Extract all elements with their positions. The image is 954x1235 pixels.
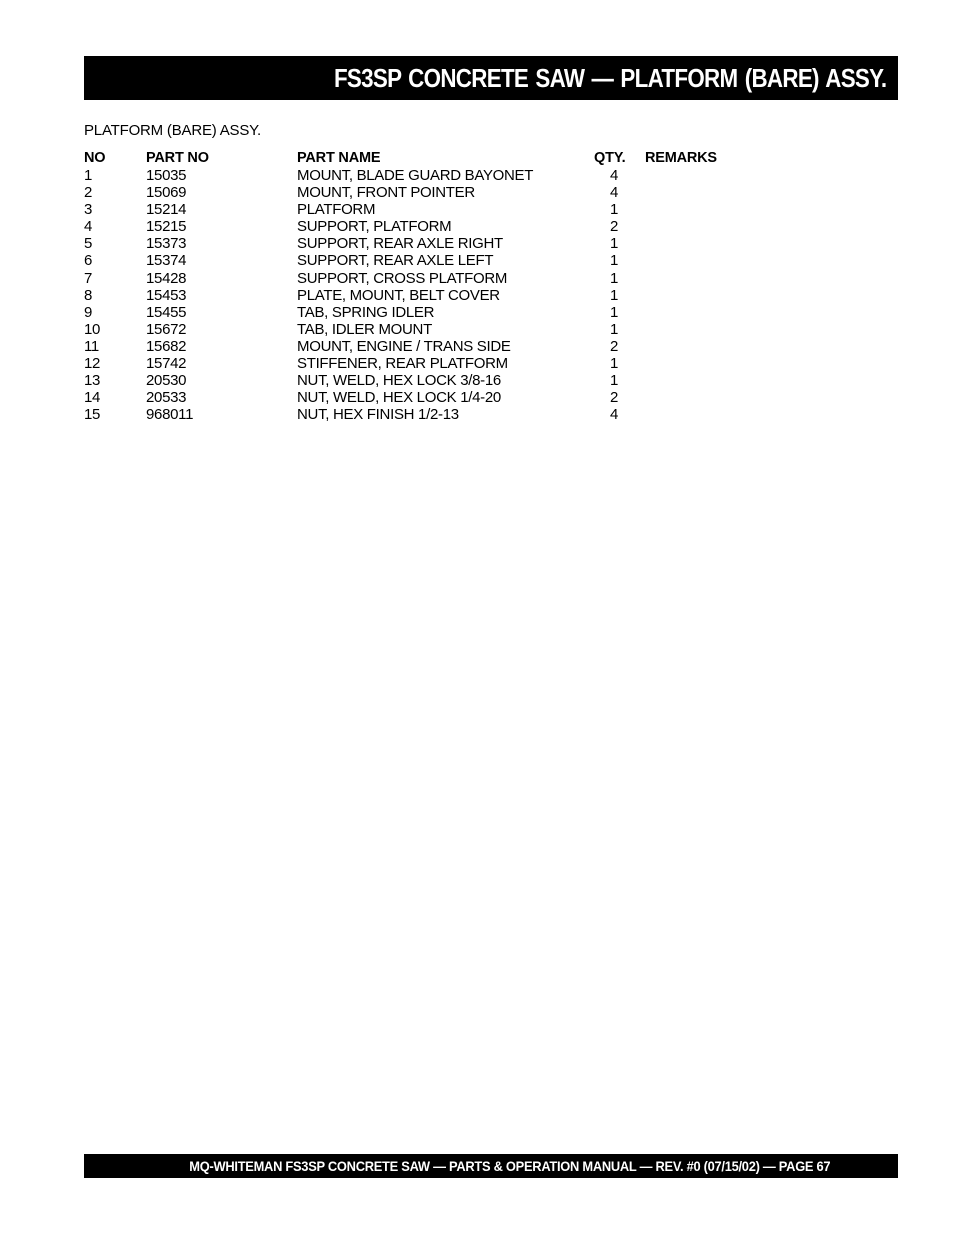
cell-part-name: PLATE, MOUNT, BELT COVER <box>297 286 500 304</box>
cell-part-name: TAB, SPRING IDLER <box>297 303 435 321</box>
column-header-part-name: PART NAME <box>297 150 381 166</box>
cell-part-name: SUPPORT, REAR AXLE LEFT <box>297 252 494 270</box>
cell-part-no: 15455 <box>146 303 187 321</box>
cell-no: 4 <box>84 218 93 236</box>
table-row <box>84 304 744 321</box>
cell-part-name: TAB, IDLER MOUNT <box>297 320 432 338</box>
cell-part-name: SUPPORT, PLATFORM <box>297 218 452 236</box>
cell-part-no: 15214 <box>146 201 187 219</box>
cell-no: 12 <box>84 355 101 373</box>
cell-no: 1 <box>84 167 93 184</box>
cell-part-no: 15373 <box>146 235 187 253</box>
table-row <box>84 389 744 406</box>
table-row <box>84 321 744 338</box>
table-row <box>84 235 744 252</box>
cell-part-no: 15428 <box>146 269 187 287</box>
cell-qty: 1 <box>609 303 619 321</box>
cell-part-no: 15069 <box>146 184 187 202</box>
cell-qty: 2 <box>609 218 619 236</box>
cell-part-name: NUT, WELD, HEX LOCK 3/8-16 <box>297 372 501 390</box>
cell-part-no: 15374 <box>146 252 187 270</box>
cell-part-no: 20533 <box>146 389 187 407</box>
cell-qty: 1 <box>609 355 619 373</box>
cell-qty: 1 <box>609 269 619 287</box>
cell-qty: 1 <box>609 235 619 253</box>
cell-qty: 1 <box>609 372 619 390</box>
cell-part-name: MOUNT, BLADE GUARD BAYONET <box>297 167 534 184</box>
table-row <box>84 218 744 235</box>
page-footer: MQ-WHITEMAN FS3SP CONCRETE SAW — PARTS & OPERATION MANUAL — REV. #0 (07/15/02) — PAGE 67 <box>188 1158 830 1174</box>
cell-qty: 1 <box>609 201 619 219</box>
table-row <box>84 355 744 372</box>
cell-no: 2 <box>84 184 93 202</box>
cell-no: 6 <box>84 252 93 270</box>
cell-part-no: 15682 <box>146 337 187 355</box>
cell-part-name: NUT, WELD, HEX LOCK 1/4-20 <box>297 389 501 407</box>
parts-table <box>84 150 744 423</box>
cell-no: 7 <box>84 269 93 287</box>
table-row <box>84 406 744 423</box>
cell-qty: 2 <box>609 337 619 355</box>
page-title-bar <box>84 56 898 100</box>
cell-part-name: NUT, HEX FINISH 1/2-13 <box>297 406 459 424</box>
cell-no: 15 <box>84 406 101 424</box>
cell-no: 8 <box>84 286 93 304</box>
cell-no: 10 <box>84 320 101 338</box>
table-header-row <box>84 150 744 167</box>
cell-part-name: STIFFENER, REAR PLATFORM <box>297 355 508 373</box>
cell-no: 5 <box>84 235 93 253</box>
cell-qty: 1 <box>609 286 619 304</box>
cell-part-no: 20530 <box>146 372 187 390</box>
table-row <box>84 338 744 355</box>
table-row <box>84 270 744 287</box>
table-body <box>84 167 744 423</box>
cell-part-no: 15035 <box>146 167 187 184</box>
cell-part-no: 15672 <box>146 320 187 338</box>
column-header-part-no: PART NO <box>146 150 209 166</box>
column-header-remarks: REMARKS <box>645 150 717 166</box>
cell-part-name: PLATFORM <box>297 201 376 219</box>
cell-part-name: MOUNT, ENGINE / TRANS SIDE <box>297 337 511 355</box>
table-row <box>84 252 744 269</box>
cell-no: 14 <box>84 389 101 407</box>
cell-qty: 1 <box>609 252 619 270</box>
cell-part-no: 15742 <box>146 355 187 373</box>
cell-part-name: SUPPORT, REAR AXLE RIGHT <box>297 235 503 253</box>
cell-qty: 1 <box>609 320 619 338</box>
cell-no: 11 <box>84 337 99 355</box>
cell-part-no: 15453 <box>146 286 187 304</box>
table-row <box>84 372 744 389</box>
cell-no: 3 <box>84 201 93 219</box>
section-title: PLATFORM (BARE) ASSY. <box>84 122 261 139</box>
page-title: FS3SP CONCRETE SAW — PLATFORM (BARE) ASSY. <box>333 62 886 93</box>
cell-part-name: MOUNT, FRONT POINTER <box>297 184 475 202</box>
table-row <box>84 184 744 201</box>
column-header-qty: QTY. <box>594 150 626 166</box>
cell-part-name: SUPPORT, CROSS PLATFORM <box>297 269 508 287</box>
cell-qty: 4 <box>609 167 619 184</box>
table-row <box>84 201 744 218</box>
cell-qty: 4 <box>609 406 619 424</box>
table-row <box>84 167 744 184</box>
cell-part-no: 968011 <box>146 406 194 424</box>
cell-part-no: 15215 <box>146 218 187 236</box>
cell-no: 13 <box>84 372 101 390</box>
cell-qty: 4 <box>609 184 619 202</box>
table-row <box>84 287 744 304</box>
cell-qty: 2 <box>609 389 619 407</box>
column-header-no: NO <box>84 150 106 166</box>
cell-no: 9 <box>84 303 93 321</box>
page-footer-bar <box>84 1154 898 1178</box>
